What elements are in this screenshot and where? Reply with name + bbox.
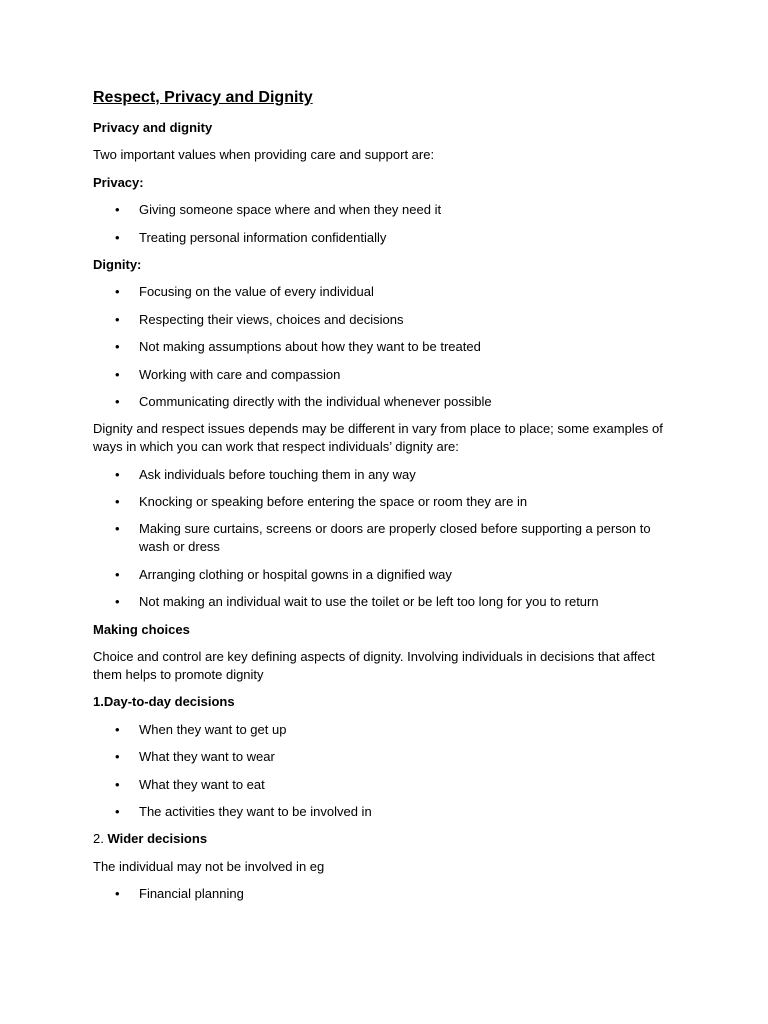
bullet-icon: • [115, 284, 120, 300]
list-item [93, 366, 673, 384]
list-item-text: Making sure curtains, screens or doors are properly closed before supporting a person to wash or dress [139, 521, 651, 555]
list-item [93, 885, 673, 903]
list-item-text: What they want to wear [139, 749, 275, 765]
bullet-icon: • [115, 566, 120, 582]
list-item-text: Financial planning [139, 886, 244, 902]
list-item-text: Ask individuals before touching them in any way [139, 466, 416, 482]
dignity-paragraph: Dignity and respect issues depends may be different in vary from place to place; some examples of ways in which you can work that respect individuals’ dignity are: [93, 421, 663, 455]
privacy-label: Privacy: [93, 174, 144, 190]
document-title: Respect, Privacy and Dignity [93, 89, 313, 106]
list-item [93, 748, 673, 766]
list-item [93, 201, 673, 219]
day-to-day-list [93, 721, 673, 821]
list-item-text: Arranging clothing or hospital gowns in a dignified way [139, 566, 452, 582]
bullet-icon: • [115, 721, 120, 737]
list-item-text: Respecting their views, choices and decisions [139, 311, 404, 327]
list-item [93, 311, 673, 329]
bullet-icon: • [115, 521, 120, 537]
list-item-text: The activities they want to be involved in [139, 803, 372, 819]
heading-making-choices: Making choices [93, 621, 190, 637]
bullet-icon: • [115, 776, 120, 792]
choices-paragraph: Choice and control are key defining aspects of dignity. Involving individuals in decisions that affect them helps to promote dignity [93, 649, 655, 683]
bullet-icon: • [115, 366, 120, 382]
list-item [93, 593, 673, 611]
heading-day-to-day-decisions: 1.Day-to-day decisions [93, 694, 235, 710]
wider-decisions-number: 2. [93, 831, 108, 847]
list-item-text: When they want to get up [139, 721, 287, 737]
bullet-icon: • [115, 494, 120, 510]
list-item-text: Knocking or speaking before entering the space or room they are in [139, 494, 528, 510]
bullet-icon: • [115, 393, 120, 409]
list-item-text: Communicating directly with the individual whenever possible [139, 393, 492, 409]
list-item-text: Not making assumptions about how they want to be treated [139, 339, 481, 355]
bullet-icon: • [115, 886, 120, 902]
list-item-text: Focusing on the value of every individual [139, 284, 374, 300]
heading-privacy-and-dignity: Privacy and dignity [93, 120, 213, 135]
bullet-icon: • [115, 466, 120, 482]
bullet-icon: • [115, 202, 120, 218]
list-item [93, 229, 673, 247]
document-body [93, 88, 673, 913]
list-item [93, 803, 673, 821]
list-item [93, 520, 673, 556]
privacy-list [93, 201, 673, 246]
list-item-text: Treating personal information confidentially [139, 229, 387, 245]
bullet-icon: • [115, 594, 120, 610]
dignity-label: Dignity: [93, 256, 142, 272]
bullet-icon: • [115, 311, 120, 327]
list-item [93, 393, 673, 411]
list-item [93, 566, 673, 584]
wider-decisions-list [93, 885, 673, 903]
bullet-icon: • [115, 229, 120, 245]
intro-text: Two important values when providing care and support are: [93, 147, 435, 163]
list-item-text: Not making an individual wait to use the toilet or be left too long for you to return [139, 594, 599, 610]
list-item [93, 721, 673, 739]
bullet-icon: • [115, 339, 120, 355]
heading-wider-decisions [93, 830, 673, 848]
respect-examples-list [93, 466, 673, 612]
list-item [93, 338, 673, 356]
list-item-text: Giving someone space where and when they need it [139, 202, 442, 218]
bullet-icon: • [115, 803, 120, 819]
list-item [93, 283, 673, 301]
list-item [93, 466, 673, 484]
dignity-list [93, 283, 673, 411]
wider-decisions-label: Wider decisions [107, 831, 208, 847]
list-item-text: Working with care and compassion [139, 366, 341, 382]
wider-paragraph: The individual may not be involved in eg [93, 858, 325, 874]
bullet-icon: • [115, 749, 120, 765]
list-item [93, 776, 673, 794]
list-item [93, 493, 673, 511]
list-item-text: What they want to eat [139, 776, 265, 792]
